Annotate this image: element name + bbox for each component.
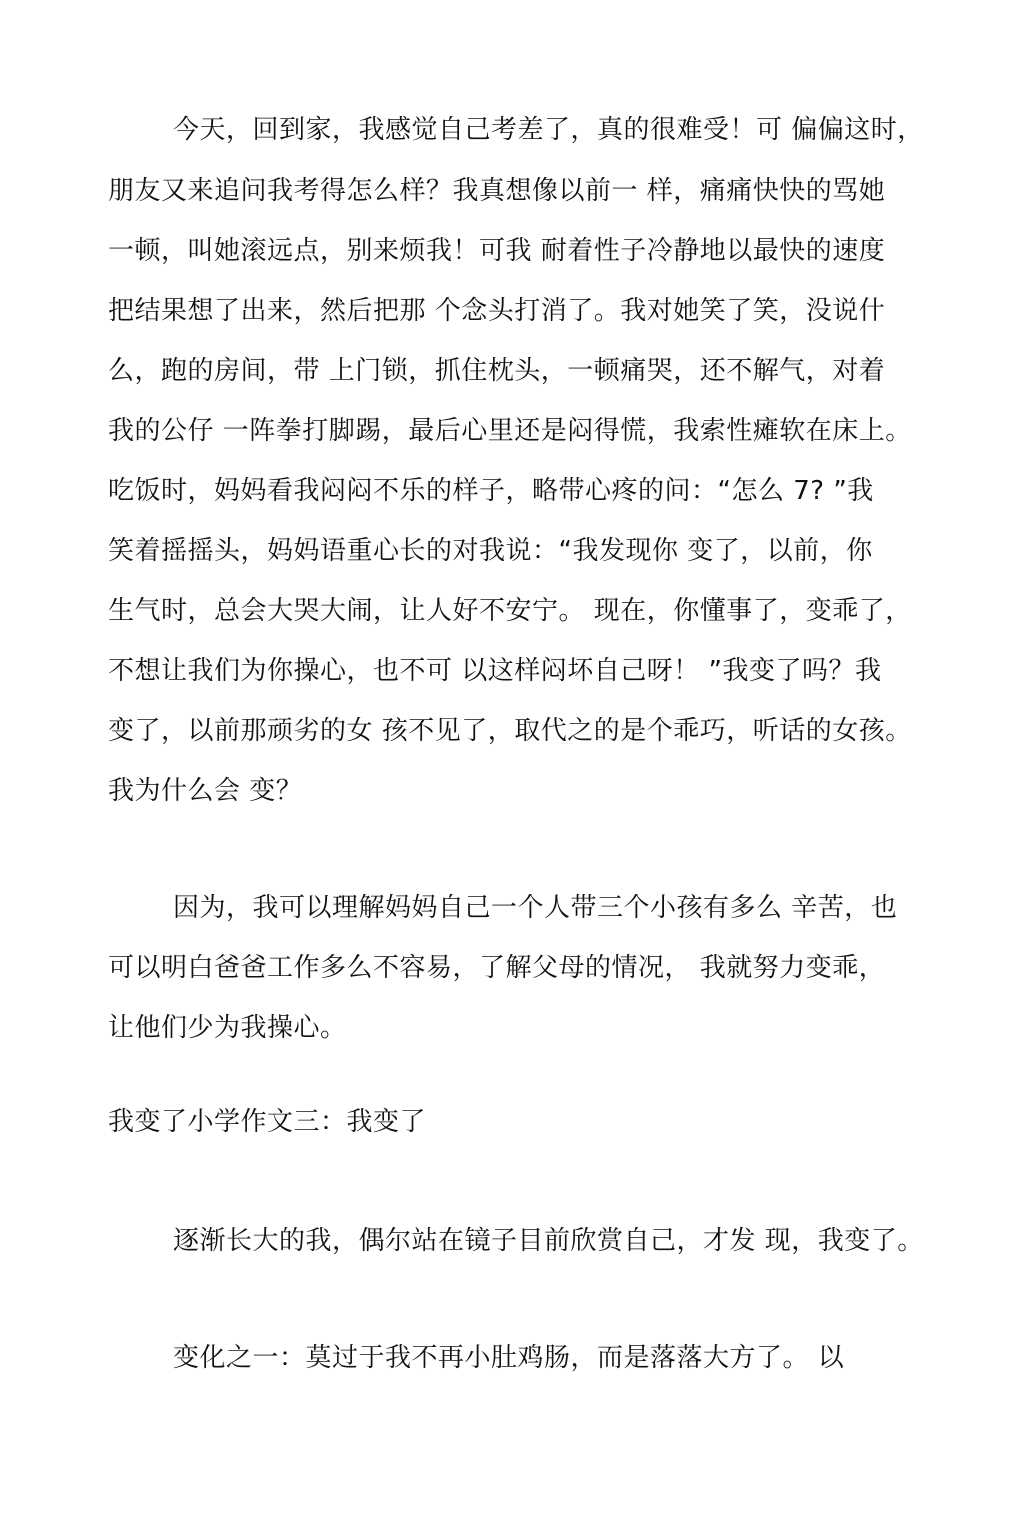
paragraph-1-line-2: 朋友又来追问我考得怎么样？我真想像以前一 样，痛痛快快的骂她 [108,176,886,206]
paragraph-2-line-1: 因为，我可以理解妈妈自己一个人带三个小孩有多么 辛苦，也 [173,893,898,923]
paragraph-3-line-1: 逐渐长大的我，偶尔站在镜子目前欣赏自己，才发 现，我变了。 [173,1226,924,1256]
paragraph-1-line-12: 我为什么会 变？ [108,776,303,806]
paragraph-1-line-1: 今天，回到家，我感觉自己考差了，真的很难受！可 偏偏这时， [173,115,924,145]
paragraph-1-line-6: 我的公仔 一阵拳打脚踢，最后心里还是闷得慌，我索性瘫软在床上。 [108,416,912,446]
paragraph-1-line-8: 笑着摇摇头，妈妈语重心长的对我说：“我发现你 变了，以前，你 [108,536,873,566]
paragraph-2-line-2: 可以明白爸爸工作多么不容易，了解父母的情况， 我就努力变乖， [108,953,886,983]
paragraph-2-line-3: 让他们少为我操心。 [108,1013,347,1043]
paragraph-1-line-11: 变了，以前那顽劣的女 孩不见了，取代之的是个乖巧，听话的女孩。 [108,716,912,746]
paragraph-1-line-9: 生气时，总会大哭大闹，让人好不安宁。 现在，你懂事了，变乖了， [108,596,912,626]
section-heading: 我变了小学作文三：我变了 [108,1107,427,1137]
paragraph-1-line-4: 把结果想了出来，然后把那 个念头打消了。我对她笑了笑，没说什 [108,296,886,326]
paragraph-1-line-5: 么，跑的房间，带 上门锁，抓住枕头，一顿痛哭，还不解气，对着 [108,356,886,386]
paragraph-4-line-1: 变化之一：莫过于我不再小肚鸡肠，而是落落大方了。 以 [173,1343,845,1373]
paragraph-1-line-7: 吃饭时，妈妈看我闷闷不乐的样子，略带心疼的问：“怎么 7? ”我 [108,476,874,506]
paragraph-1-line-10: 不想让我们为你操心，也不可 以这样闷坏自己呀！ ”我变了吗？我 [108,656,882,686]
paragraph-1-line-3: 一顿，叫她滚远点，别来烦我！可我 耐着性子冷静地以最快的速度 [108,236,886,266]
